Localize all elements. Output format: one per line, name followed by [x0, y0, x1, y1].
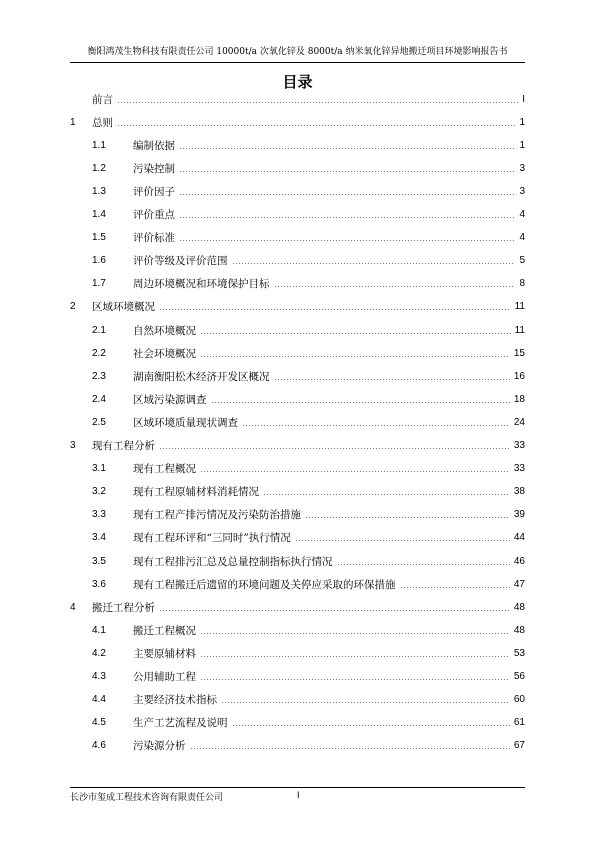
- toc-entry-number: 1.3: [92, 185, 106, 197]
- toc-entry-number: 4.1: [92, 624, 106, 636]
- toc-entry-number: 1.7: [92, 278, 106, 290]
- toc-entry-number: 4: [70, 601, 76, 613]
- toc-entry[interactable]: [0, 277, 595, 291]
- toc-entry-number: 3.5: [92, 555, 106, 567]
- toc-entry-page: 60: [513, 694, 525, 706]
- toc-entry-number: 4.5: [92, 717, 106, 729]
- toc-leader-dots: [117, 102, 518, 103]
- toc-leader-dots: [200, 656, 510, 657]
- toc-entry[interactable]: [0, 554, 595, 568]
- toc-leader-dots: [232, 263, 516, 264]
- toc-entry[interactable]: [0, 184, 595, 198]
- toc-entry-page: 48: [513, 601, 525, 613]
- toc-entry[interactable]: [0, 346, 595, 360]
- toc-entry-label: 区域环境质量现状调查: [133, 416, 238, 429]
- toc-entry[interactable]: [0, 254, 595, 268]
- toc-entry-label: 评价标准: [133, 232, 175, 245]
- toc-entry-page: 3: [519, 185, 525, 197]
- toc-entry[interactable]: [0, 670, 595, 684]
- toc-entry-page: 67: [513, 740, 525, 752]
- toc-entry-page: 18: [513, 393, 525, 405]
- toc-entry-label: 社会环境概况: [133, 347, 196, 360]
- toc-entry-page: 53: [513, 647, 525, 659]
- toc-entry-label: 污染控制: [133, 162, 175, 175]
- footer-page-number: I: [297, 790, 300, 800]
- toc-entry[interactable]: [0, 138, 595, 152]
- toc-entry-page: I: [522, 93, 525, 105]
- toc-entry[interactable]: [0, 531, 595, 545]
- toc-leader-dots: [159, 309, 511, 310]
- toc-entry-label: 现有工程原辅材料消耗情况: [133, 486, 259, 499]
- toc-entry[interactable]: [0, 161, 595, 175]
- toc-entry-page: 16: [513, 370, 525, 382]
- toc-leader-dots: [242, 425, 510, 426]
- toc-entry-page: 5: [519, 255, 525, 267]
- toc-leader-dots: [232, 725, 510, 726]
- toc-entry-page: 38: [513, 486, 525, 498]
- toc-entry-number: 1.2: [92, 162, 106, 174]
- toc-entry-page: 44: [513, 532, 525, 544]
- toc-leader-dots: [179, 194, 515, 195]
- toc-leader-dots: [400, 587, 510, 588]
- toc-entry-label: 自然环境概况: [133, 324, 196, 337]
- toc-entry-page: 47: [513, 578, 525, 590]
- toc-leader-dots: [179, 217, 515, 218]
- toc-leader-dots: [305, 517, 510, 518]
- toc-entry-page: 15: [513, 347, 525, 359]
- running-header: 衡阳鸿茂生物科技有限责任公司 10000t/a 次氧化锌及 8000t/a 纳米氧化锌异地搬迁项目环境影响报告书: [87, 47, 508, 57]
- toc-leader-dots: [179, 148, 515, 149]
- toc-entry-page: 4: [519, 232, 525, 244]
- toc-leader-dots: [200, 471, 510, 472]
- toc-entry-page: 11: [514, 301, 525, 313]
- toc-entry-number: 2.3: [92, 370, 106, 382]
- toc-entry-label: 现有工程分析: [92, 440, 155, 452]
- toc-entry-number: 3: [70, 440, 76, 451]
- toc-leader-dots: [274, 379, 510, 380]
- toc-entry[interactable]: [0, 508, 595, 522]
- toc-entry-label: 生产工艺流程及说明: [133, 717, 228, 730]
- toc-entry[interactable]: [0, 92, 595, 106]
- toc-leader-dots: [200, 679, 510, 680]
- toc-leader-dots: [295, 540, 510, 541]
- toc-entry[interactable]: [0, 693, 595, 707]
- toc-entry-number: 3.1: [92, 463, 106, 475]
- toc-entry-number: 1.6: [92, 255, 106, 267]
- toc-entry[interactable]: [0, 115, 595, 129]
- toc-entry-page: 24: [513, 416, 525, 428]
- toc-leader-dots: [159, 610, 510, 611]
- toc-entry-number: 1: [70, 116, 76, 128]
- toc-entry-label: 湖南衡阳松木经济开发区概况: [133, 370, 270, 383]
- toc-entry[interactable]: [0, 646, 595, 660]
- footer-divider: [70, 787, 525, 788]
- toc-entry-number: 2.5: [92, 416, 106, 428]
- toc-entry[interactable]: [0, 392, 595, 406]
- toc-entry-label: 周边环境概况和环境保护目标: [133, 278, 270, 291]
- toc-entry-label: 现有工程概况: [133, 463, 196, 476]
- toc-entry[interactable]: [0, 600, 595, 614]
- toc-entry-page: 1: [519, 139, 525, 151]
- toc-entry[interactable]: [0, 208, 595, 222]
- toc-entry-page: 1: [519, 116, 525, 128]
- toc-entry-label: 现有工程搬迁后遗留的环境问题及关停应采取的环保措施: [133, 578, 396, 591]
- toc-entry[interactable]: [0, 323, 595, 337]
- toc-entry-label: 评价重点: [133, 209, 175, 221]
- toc-title: 目录: [282, 73, 313, 91]
- toc-entry-number: 3.2: [92, 486, 106, 498]
- toc-entry-number: 4.2: [92, 647, 106, 659]
- toc-leader-dots: [117, 125, 515, 126]
- toc-entry-label: 现有工程产排污情况及污染防治措施: [133, 509, 301, 522]
- toc-entry-number: 1.1: [92, 139, 106, 151]
- toc-entry-number: 3.3: [92, 509, 106, 521]
- toc-entry-number: 3.4: [92, 532, 106, 544]
- toc-entry-label: 公用辅助工程: [133, 671, 196, 683]
- toc-entry-number: 1.4: [92, 209, 106, 220]
- toc-leader-dots: [274, 286, 516, 287]
- toc-entry-label: 主要经济技术指标: [133, 694, 217, 707]
- toc-entry-page: 46: [513, 555, 525, 567]
- toc-leader-dots: [211, 402, 510, 403]
- toc-leader-dots: [190, 748, 510, 749]
- toc-entry[interactable]: [0, 623, 595, 637]
- toc-entry[interactable]: [0, 231, 595, 245]
- toc-entry-label: 前言: [92, 93, 113, 106]
- toc-entry-number: 2.1: [92, 324, 106, 336]
- toc-entry-label: 区域环境概况: [92, 301, 155, 314]
- toc-entry[interactable]: [0, 716, 595, 730]
- toc-entry-number: 4.3: [92, 671, 106, 682]
- toc-entry-page: 61: [513, 717, 525, 729]
- toc-entry-label: 搬迁工程概况: [133, 624, 196, 637]
- toc-entry[interactable]: [0, 462, 595, 476]
- toc-leader-dots: [200, 333, 511, 334]
- toc-leader-dots: [337, 564, 510, 565]
- toc-entry-page: 39: [513, 509, 525, 521]
- toc-entry-number: 1.5: [92, 232, 106, 244]
- toc-entry[interactable]: [0, 485, 595, 499]
- toc-entry[interactable]: [0, 439, 595, 453]
- toc-entry[interactable]: [0, 369, 595, 383]
- toc-entry-page: 33: [513, 463, 525, 475]
- toc-entry-number: 2.4: [92, 393, 106, 405]
- toc-entry-label: 评价等级及评价范围: [133, 255, 228, 268]
- toc-entry[interactable]: [0, 739, 595, 753]
- toc-entry-number: 3.6: [92, 578, 106, 590]
- toc-leader-dots: [221, 702, 510, 703]
- toc-leader-dots: [179, 240, 515, 241]
- toc-entry-label: 现有工程环评和“三同时”执行情况: [133, 532, 291, 545]
- toc-entry-label: 区域污染源调查: [133, 393, 207, 406]
- toc-entry[interactable]: [0, 577, 595, 591]
- toc-entry-label: 评价因子: [133, 185, 175, 198]
- footer-company: 长沙市玺成工程技术咨询有限责任公司: [70, 793, 224, 803]
- toc-entry[interactable]: [0, 415, 595, 429]
- toc-entry-number: 4.6: [92, 740, 106, 752]
- toc-entry-label: 总则: [92, 116, 113, 129]
- toc-entry-label: 编制依据: [133, 139, 175, 152]
- toc-entry-label: 搬迁工程分析: [92, 601, 155, 614]
- toc-leader-dots: [179, 171, 515, 172]
- toc-leader-dots: [200, 356, 510, 357]
- toc-leader-dots: [159, 448, 510, 449]
- toc-entry-page: 48: [513, 624, 525, 636]
- toc-entry-label: 主要原辅材料: [133, 647, 196, 660]
- toc-entry-page: 33: [513, 440, 525, 451]
- toc-entry-number: 2.2: [92, 347, 106, 359]
- toc-entry-page: 8: [519, 278, 525, 290]
- toc-entry-label: 污染源分析: [133, 740, 186, 753]
- toc-leader-dots: [200, 633, 510, 634]
- toc-leader-dots: [263, 494, 510, 495]
- toc-entry-page: 3: [519, 162, 525, 174]
- toc-entry-page: 56: [513, 671, 525, 682]
- toc-entry-number: 2: [70, 301, 76, 313]
- toc-entry-page: 11: [514, 324, 525, 336]
- toc-entry-number: 4.4: [92, 694, 106, 706]
- toc-entry-page: 4: [519, 209, 525, 220]
- toc-entry-label: 现有工程排污汇总及总量控制指标执行情况: [133, 555, 333, 568]
- toc-entry[interactable]: [0, 300, 595, 314]
